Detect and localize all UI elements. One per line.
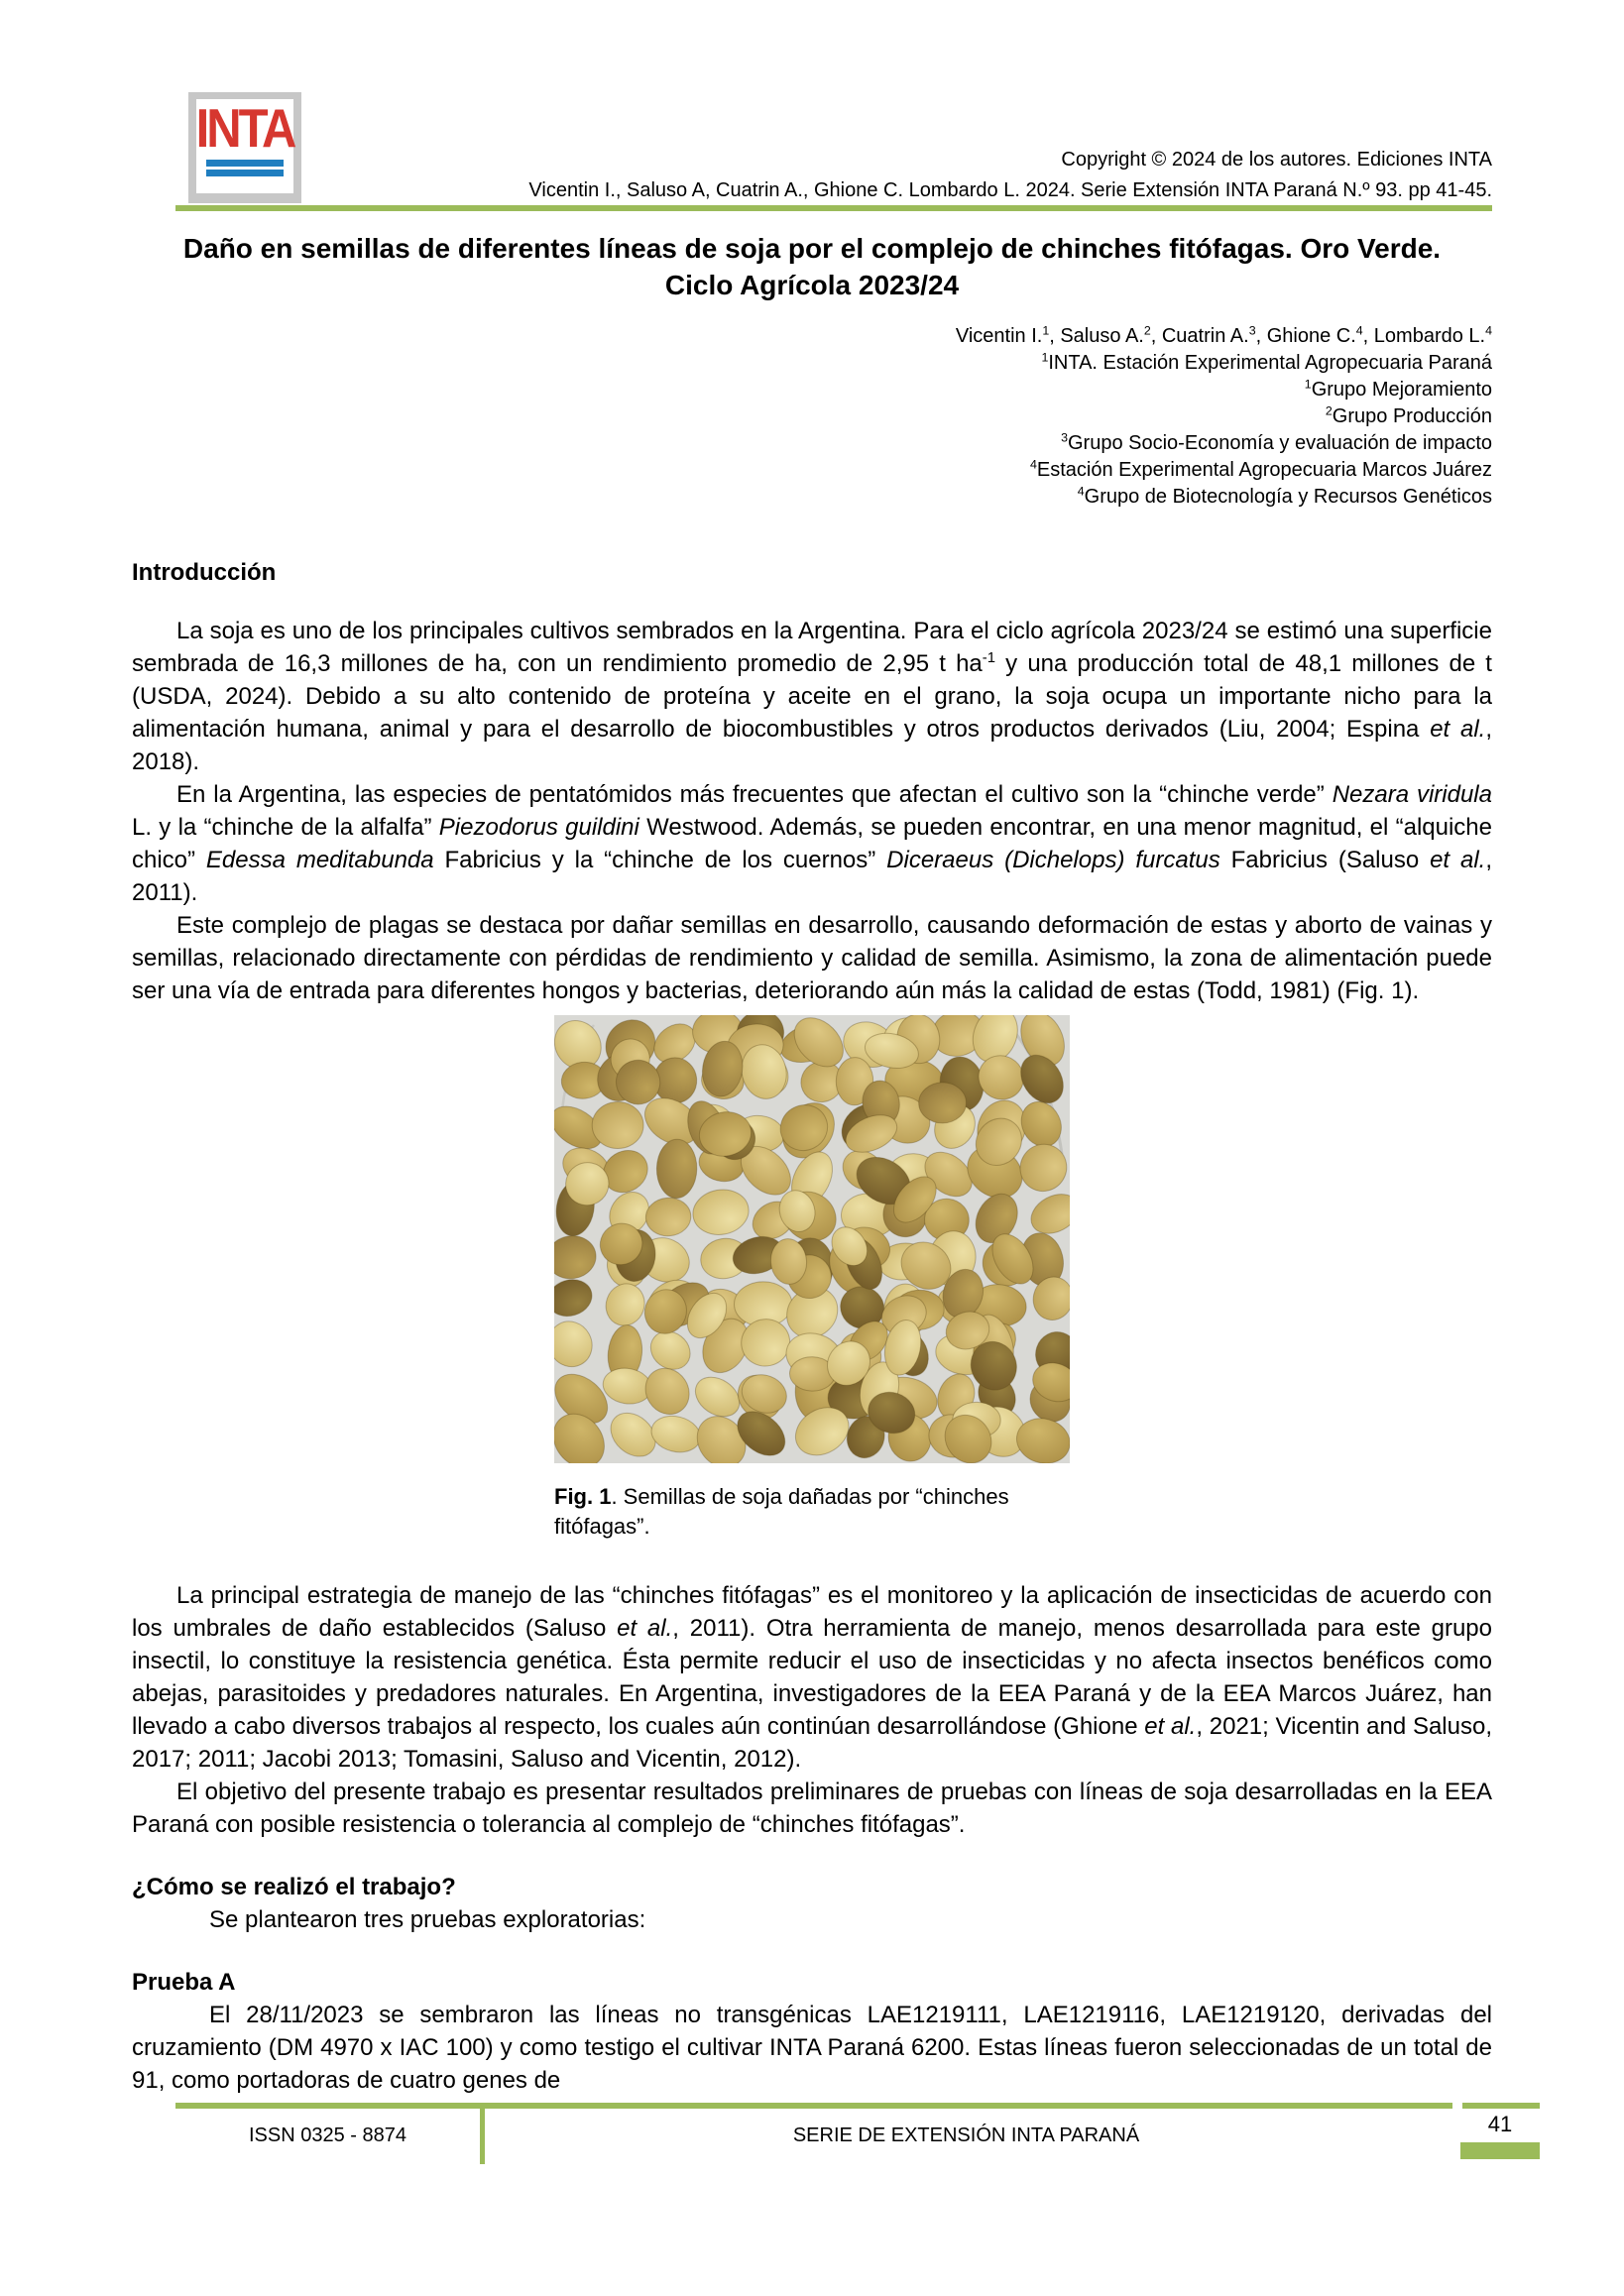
- soybean-seed: [918, 1082, 967, 1123]
- inta-logo: [188, 92, 301, 203]
- inta-logo-word: INTA: [195, 98, 294, 160]
- affiliation-line: $^3$Grupo Socio-Economía y evaluación de impacto: [1061, 430, 1492, 454]
- affiliation-line: $^1$Grupo Mejoramiento: [1304, 377, 1492, 401]
- method-heading: ¿Cómo se realizó el trabajo?: [132, 1874, 456, 1900]
- body-paragraph-4: La principal estrategia de manejo de las “chinches fitófagas” es el monitoreo y la aplicación de insecticidas de acuerdo con los umbrales de daño establecidos (Saluso et al., 2011). Otra herramienta de manejo, menos desarrollada para este grupo insectil, lo constituye la resistencia genética. Ésta permite reducir el uso de insecticidas y no afecta insectos benéficos como abejas, parasitoides y predadores naturales. En Argentina, investigadores de la EEA Paraná y de la EEA Marcos Juárez, han llevado a cabo diversos trabajos al respecto, los cuales aún continúan desarrollándose (Ghione et al., 2021; Vicentin and Saluso, 2017; 2011; Jacobi 2013; Tomasini, Saluso and Vicentin, 2012).: [132, 1582, 1492, 1773]
- inta-logo-bar-1: [206, 160, 284, 167]
- article-title: Daño en semillas de diferentes líneas de soja por el complejo de chinches fitófagas. Oro Verde. Ciclo Agrícola 2023/24: [182, 233, 1442, 300]
- citation-line: Vicentin I., Saluso A, Cuatrin A., Ghione C. Lombardo L. 2024. Serie Extensión INTA Paraná N.º 93. pp 41-45.: [528, 179, 1492, 201]
- figure-1: [554, 1015, 1070, 1542]
- intro-paragraph-3: Este complejo de plagas se destaca por dañar semillas en desarrollo, causando deformación de estas y aborto de vainas y semillas, relacionado directamente con pérdidas de rendimiento y calidad de semilla. Asimismo, la zona de alimentación puede ser una vía de entrada para diferentes hongos y bacterias, deteriorando aún más la calidad de estas (Todd, 1981) (Fig. 1).: [132, 912, 1492, 1004]
- header-rule: [175, 205, 1492, 211]
- figure-1-caption: [554, 1482, 1070, 1542]
- prueba-a-paragraph: El 28/11/2023 se sembraron las líneas no transgénicas LAE1219111, LAE1219116, LAE1219120, derivadas del cruzamiento (DM 4970 x IAC 100) y como testigo el cultivar INTA Paraná 6200. Estas líneas fueron seleccionadas de un total de 91, como portadoras de cuatro genes de: [132, 2002, 1492, 2094]
- inta-logo-inner: [196, 99, 293, 193]
- footer-rule-right-segment: [1462, 2103, 1540, 2109]
- method-intro-line: Se plantearon tres pruebas exploratorias:: [209, 1906, 646, 1933]
- authors-byline: Vicentin I.$^1$, Saluso A.$^2$, Cuatrin A.$^3$, Ghione C.$^4$, Lombardo L.$^4$: [955, 323, 1492, 347]
- copyright-line: Copyright © 2024 de los autores. Ediciones INTA: [1061, 149, 1492, 171]
- prueba-a-heading: Prueba A: [132, 1969, 236, 1996]
- intro-paragraph-2: En la Argentina, las especies de pentatómidos más frecuentes que afectan el cultivo son la “chinche verde” Nezara viridula L. y la “chinche de la alfalfa” Piezodorus guildini Westwood. Además, se pueden encontrar, en una menor magnitud, el “alquiche chico” Edessa meditabunda Fabricius y la “chinche de los cuernos” Diceraeus (Dichelops) furcatus Fabricius (Saluso et al., 2011).: [132, 781, 1492, 906]
- affiliation-line: $^4$Grupo de Biotecnología y Recursos Genéticos: [1077, 484, 1492, 508]
- footer-rule: [175, 2103, 1452, 2109]
- footer-issn: ISSN 0325 - 8874: [249, 2124, 406, 2146]
- figure-1-caption-text: . Semillas de soja dañadas por “chinches fitófagas”.: [554, 1484, 1009, 1539]
- page-number-block: [1460, 2142, 1540, 2159]
- figure-1-caption-label: Fig. 1: [554, 1484, 612, 1509]
- page-number: 41: [1487, 2112, 1513, 2136]
- header-credits: [528, 145, 1492, 206]
- affiliation-line: $^1$INTA. Estación Experimental Agropecuaria Paraná: [1041, 350, 1492, 374]
- figure-1-photo: [554, 1015, 1070, 1463]
- soybean-seed: [592, 1102, 643, 1149]
- affiliations-list: [132, 350, 1492, 511]
- intro-paragraph-1: La soja es uno de los principales cultivos sembrados en la Argentina. Para el ciclo agrícola 2023/24 se estimó una superficie sembrada de 16,3 millones de ha, con un rendimiento promedio de 2,95 t $ha^{-1}$ y una producción total de 48,1 millones de t (USDA, 2024). Debido a su alto contenido de proteína y aceite en el grano, la soja ocupa un importante nicho para la alimentación humana, animal y para el desarrollo de biocombustibles y otros productos derivados (Liu, 2004; Espina et al., 2018).: [132, 618, 1493, 775]
- content-column: [132, 226, 1492, 2097]
- footer-series: SERIE DE EXTENSIÓN INTA PARANÁ: [792, 2124, 1140, 2146]
- authors-block: [132, 323, 1492, 511]
- intro-heading: Introducción: [132, 559, 277, 586]
- soybean-seed: [656, 1139, 697, 1199]
- inta-logo-bar-2: [206, 170, 284, 176]
- affiliation-line: $^4$Estación Experimental Agropecuaria Marcos Juárez: [1029, 457, 1492, 481]
- affiliation-line: $^2$Grupo Producción: [1325, 403, 1492, 427]
- body-paragraph-5: El objetivo del presente trabajo es presentar resultados preliminares de pruebas con líneas de soja desarrolladas en la EEA Paraná con posible resistencia o tolerancia al complejo de “chinches fitófagas”.: [132, 1779, 1492, 1838]
